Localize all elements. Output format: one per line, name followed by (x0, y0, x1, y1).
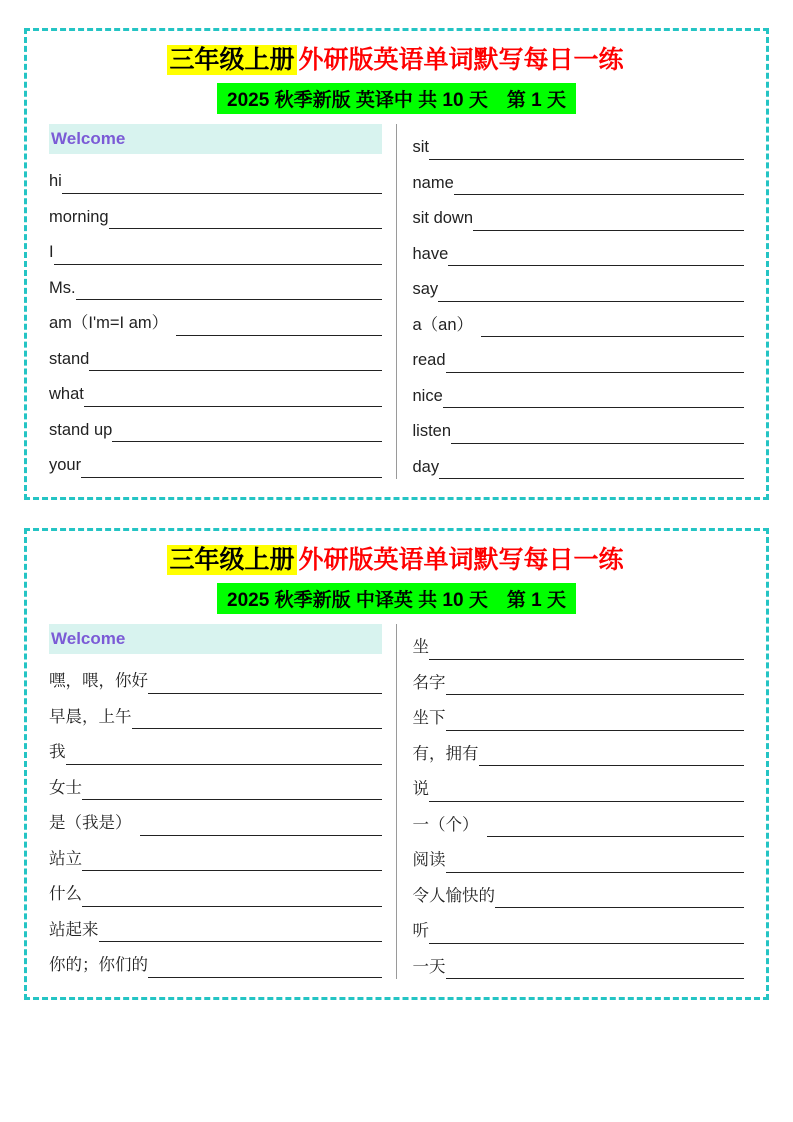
answer-blank[interactable] (446, 674, 745, 695)
answer-blank[interactable] (429, 639, 744, 660)
word-row (413, 266, 745, 302)
word-term: 女士 (49, 778, 82, 797)
answer-blank[interactable] (99, 921, 382, 942)
word-term: sit down (412, 209, 474, 228)
word-term: I (49, 243, 54, 262)
answer-blank[interactable] (109, 208, 382, 229)
word-row (49, 907, 382, 943)
word-term: what (49, 385, 84, 404)
word-row (49, 729, 382, 765)
worksheet-right-column (397, 124, 745, 479)
worksheet-subtitle-wrap (49, 83, 744, 114)
worksheet-title (49, 45, 744, 75)
answer-blank[interactable] (176, 315, 381, 336)
word-term: 说 (412, 780, 429, 799)
word-term: 一天 (412, 957, 446, 976)
worksheet-subtitle: 2025 秋季新版 英译中 共 10 天 第 1 天 (217, 83, 576, 114)
word-term: stand (49, 349, 90, 368)
word-term: hi (49, 172, 62, 191)
answer-blank[interactable] (454, 174, 744, 195)
word-term: 早晨，上午 (49, 707, 132, 726)
section-header-label: Welcome (51, 628, 126, 648)
word-row (49, 800, 382, 836)
word-row (413, 302, 745, 338)
answer-blank[interactable] (148, 673, 382, 694)
word-row (413, 124, 745, 160)
word-row (413, 695, 745, 731)
answer-blank[interactable] (112, 421, 381, 442)
word-term: have (412, 244, 449, 263)
word-term: 令人愉快的 (412, 886, 495, 905)
word-row (413, 337, 745, 373)
worksheet-subtitle: 2025 秋季新版 中译英 共 10 天 第 1 天 (217, 583, 576, 614)
worksheet-title (49, 545, 744, 575)
answer-blank[interactable] (82, 850, 382, 871)
worksheet-columns (49, 624, 744, 979)
worksheet-title-rest: 外研版英语单词默写每日一练 (298, 546, 624, 574)
word-term: 坐下 (412, 709, 446, 728)
answer-blank[interactable] (451, 423, 744, 444)
word-term: day (412, 457, 440, 476)
answer-blank[interactable] (438, 281, 744, 302)
word-row (413, 944, 745, 980)
word-term: 站起来 (49, 920, 99, 939)
word-row (49, 765, 382, 801)
word-term: Ms. (49, 278, 76, 297)
answer-blank[interactable] (473, 210, 744, 231)
word-row (49, 336, 382, 372)
word-row (413, 231, 745, 267)
word-row (49, 300, 382, 336)
worksheet-title-grade: 三年级上册 (169, 46, 295, 74)
word-term: 名字 (412, 673, 446, 692)
answer-blank[interactable] (148, 957, 382, 978)
word-row (413, 837, 745, 873)
word-term: listen (412, 422, 452, 441)
word-term: 什么 (49, 885, 82, 904)
answer-blank[interactable] (84, 386, 382, 407)
word-row (49, 158, 382, 194)
answer-blank[interactable] (439, 458, 744, 479)
word-term: 我 (49, 743, 66, 762)
word-row (49, 407, 382, 443)
worksheet-columns (49, 124, 744, 479)
word-row (413, 873, 745, 909)
answer-blank[interactable] (495, 887, 744, 908)
worksheet-english-to-chinese (24, 28, 769, 500)
worksheet-subtitle-wrap (49, 583, 744, 614)
answer-blank[interactable] (487, 816, 745, 837)
answer-blank[interactable] (446, 352, 744, 373)
word-term: a（an） (412, 315, 474, 334)
answer-blank[interactable] (66, 744, 382, 765)
word-row (49, 694, 382, 730)
answer-blank[interactable] (429, 781, 744, 802)
answer-blank[interactable] (446, 710, 745, 731)
word-row (49, 265, 382, 301)
answer-blank[interactable] (446, 958, 745, 979)
word-row (413, 766, 745, 802)
word-term: am（I'm=I am） (49, 314, 169, 333)
answer-blank[interactable] (443, 387, 744, 408)
word-row (413, 908, 745, 944)
word-term: sit (412, 138, 429, 157)
answer-blank[interactable] (76, 279, 382, 300)
section-header (49, 124, 382, 154)
word-term: 嘿，喂，你好 (49, 672, 148, 691)
word-term: read (412, 351, 446, 370)
word-term: 你的；你们的 (49, 956, 148, 975)
word-row (49, 371, 382, 407)
worksheet-left-column (49, 124, 397, 479)
worksheet-title-rest: 外研版英语单词默写每日一练 (298, 46, 624, 74)
word-term: stand up (49, 420, 113, 439)
word-row (413, 624, 745, 660)
word-row (413, 660, 745, 696)
word-row (49, 658, 382, 694)
word-term: 听 (412, 922, 429, 941)
word-term: nice (412, 386, 443, 405)
answer-blank[interactable] (481, 316, 744, 337)
worksheet-left-column (49, 624, 397, 979)
word-row (49, 442, 382, 478)
section-header-label: Welcome (51, 128, 126, 148)
word-term: morning (49, 207, 109, 226)
word-row (413, 444, 745, 480)
word-term: 阅读 (412, 851, 446, 870)
worksheet-chinese-to-english (24, 528, 769, 1000)
answer-blank[interactable] (132, 708, 382, 729)
word-term: name (412, 173, 454, 192)
word-row (49, 871, 382, 907)
answer-blank[interactable] (446, 852, 745, 873)
word-term: 坐 (412, 638, 429, 657)
word-row (49, 229, 382, 265)
word-row (413, 195, 745, 231)
word-row (49, 194, 382, 230)
word-row (413, 373, 745, 409)
worksheet-title-grade: 三年级上册 (169, 546, 295, 574)
answer-blank[interactable] (429, 139, 744, 160)
word-term: 有，拥有 (412, 744, 479, 763)
word-row (413, 160, 745, 196)
answer-blank[interactable] (429, 923, 744, 944)
word-term: your (49, 456, 82, 475)
word-row (49, 836, 382, 872)
word-row (413, 802, 745, 838)
word-row (49, 942, 382, 978)
word-term: 是（我是） (49, 814, 132, 833)
answer-blank[interactable] (448, 245, 744, 266)
word-term: say (412, 280, 439, 299)
word-term: 站立 (49, 849, 82, 868)
answer-blank[interactable] (62, 173, 382, 194)
worksheet-right-column (397, 624, 745, 979)
answer-blank[interactable] (54, 244, 382, 265)
answer-blank[interactable] (89, 350, 381, 371)
word-row (413, 731, 745, 767)
section-header (49, 624, 382, 654)
answer-blank[interactable] (81, 457, 381, 478)
word-row (413, 408, 745, 444)
answer-blank[interactable] (479, 745, 745, 766)
answer-blank[interactable] (82, 779, 382, 800)
word-term: 一（个） (412, 815, 479, 834)
answer-blank[interactable] (82, 886, 382, 907)
answer-blank[interactable] (140, 815, 382, 836)
